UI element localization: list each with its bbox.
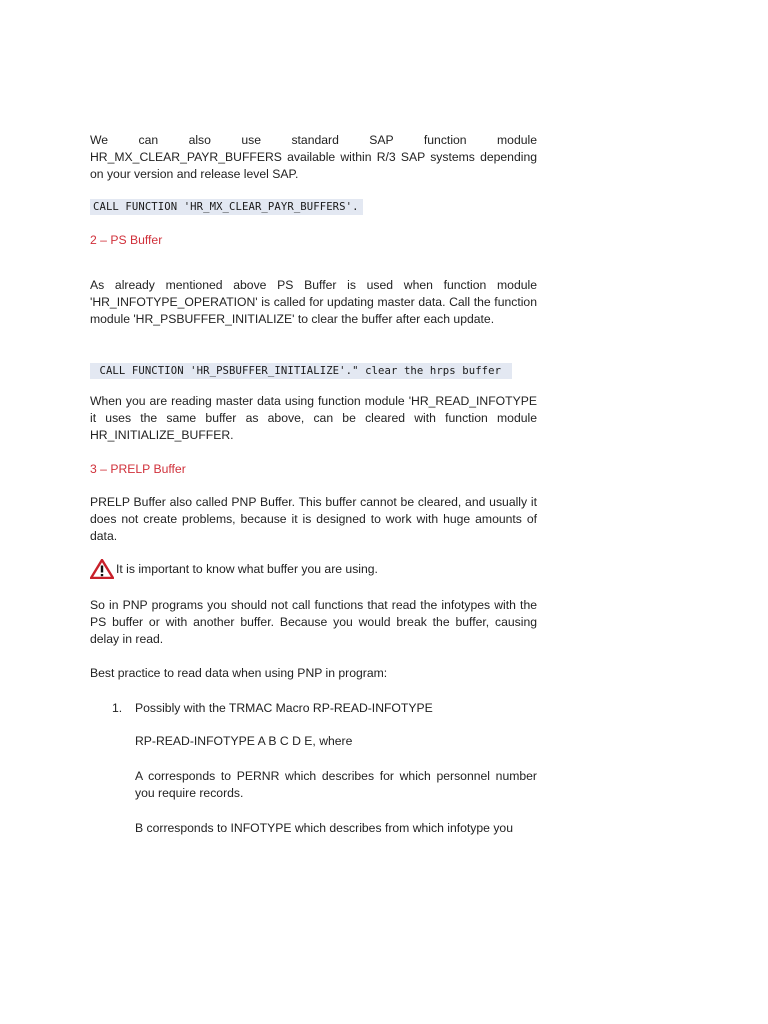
param-b-description: B corresponds to INFOTYPE which describes from which infotype you: [135, 821, 513, 835]
param-a-description: A corresponds to PERNR which describes for which personnel number you require records.: [135, 769, 537, 800]
warning-triangle-icon: [90, 559, 114, 579]
list-item: [90, 700, 537, 837]
code-clear-payr-buffers: CALL FUNCTION 'HR_MX_CLEAR_PAYR_BUFFERS'.: [90, 199, 363, 215]
macro-signature: RP-READ-INFOTYPE A B C D E, where: [135, 734, 353, 748]
code-psbuffer-initialize: CALL FUNCTION 'HR_PSBUFFER_INITIALIZE'." clear the hrps buffer: [90, 363, 512, 379]
warning-note: [90, 559, 537, 579]
list-item-number: 1.: [112, 701, 123, 715]
paragraph-read-infotype: When you are reading master data using function module 'HR_READ_INFOTYPE it uses the same buffer as above, can be cleared with function module HR_INITIALIZE_BUFFER.: [90, 394, 537, 442]
list-item-text: Possibly with the TRMAC Macro RP-READ-INFOTYPE: [135, 701, 433, 715]
heading-prelp-buffer: 3 – PRELP Buffer: [90, 462, 186, 476]
paragraph-prelp-buffer: PRELP Buffer also called PNP Buffer. This buffer cannot be cleared, and usually it does not create problems, because it is designed to work with huge amounts of data.: [90, 495, 537, 543]
paragraph-intro: We can also use standard SAP function module HR_MX_CLEAR_PAYR_BUFFERS available within R/3 SAP systems depending on your version and release level SAP.: [90, 133, 537, 181]
heading-ps-buffer: 2 – PS Buffer: [90, 233, 163, 247]
best-practice-list: [90, 700, 537, 837]
paragraph-ps-buffer: As already mentioned above PS Buffer is used when function module 'HR_INFOTYPE_OPERATION' is called for updating master data. Call the function module 'HR_PSBUFFER_INITIALIZE' to clear the buffer after each update.: [90, 278, 537, 326]
paragraph-best-practice: Best practice to read data when using PNP in program:: [90, 666, 388, 680]
document-page: [90, 132, 537, 837]
warning-text: It is important to know what buffer you are using.: [116, 561, 378, 576]
paragraph-pnp-programs: So in PNP programs you should not call functions that read the infotypes with the PS buffer or with another buffer. Because you would break the buffer, causing delay in read.: [90, 598, 537, 646]
